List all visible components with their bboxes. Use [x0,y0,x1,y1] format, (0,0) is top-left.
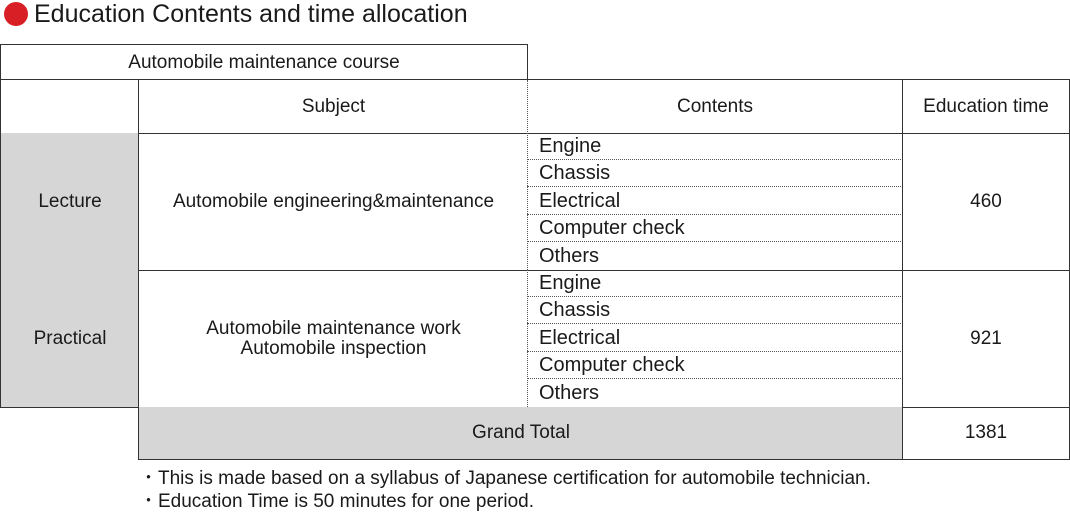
header-time [902,79,1070,134]
row-subject-practical [138,270,528,408]
section-title-text: Education Contents and time allocation [34,0,468,28]
lecture-content-item: Electrical [527,188,903,215]
section-title [4,0,468,28]
practical-content-item: Engine [527,270,903,297]
lecture-content-item: Computer check [527,215,903,242]
row-type-practical-text: Practical [33,327,107,349]
row-subject-lecture [138,133,528,271]
practical-content-item: Chassis [527,297,903,324]
grand-total-label [138,407,903,460]
header-contents [527,79,903,134]
header-dotted-divider [527,80,528,134]
lecture-content-item: Others [539,245,600,267]
row-subject-practical-line2: Automobile inspection [240,337,427,359]
header-time-text: Education time [923,95,1049,117]
header-subject [138,79,528,134]
row-time-lecture [902,133,1070,271]
row-subject-practical-line1: Automobile maintenance work [206,317,461,339]
lecture-content-item: Chassis [527,160,903,187]
practical-content-item: Electrical [527,325,903,352]
row-subject-lecture-text: Automobile engineering&maintenance [172,190,495,212]
footnote-line: ・This is made based on a syllabus of Japanese certification for automobile technician. [139,468,871,489]
row-type-practical [0,270,139,408]
course-header-text: Automobile maintenance course [128,51,400,73]
practical-content-item: Others [539,382,600,404]
course-header [0,44,528,80]
grand-total-value-text: 1381 [964,422,1008,443]
grand-total-label-text: Grand Total [472,422,570,443]
row-time-practical-text: 921 [970,327,1002,349]
header-contents-text: Contents [676,95,754,117]
practical-content-item: Computer check [527,352,903,379]
lecture-content-item: Engine [527,133,903,160]
row-time-practical [902,270,1070,408]
row-type-lecture-text: Lecture [38,190,102,212]
footnotes [139,467,871,513]
footnote-line: ・Education Time is 50 minutes for one period. [139,491,534,512]
grand-total-value [902,407,1070,460]
row-time-lecture-text: 460 [970,190,1002,212]
red-dot-icon [4,2,28,26]
header-subject-text: Subject [301,95,366,117]
row-type-lecture [0,133,139,271]
header-empty-cell [0,79,139,134]
